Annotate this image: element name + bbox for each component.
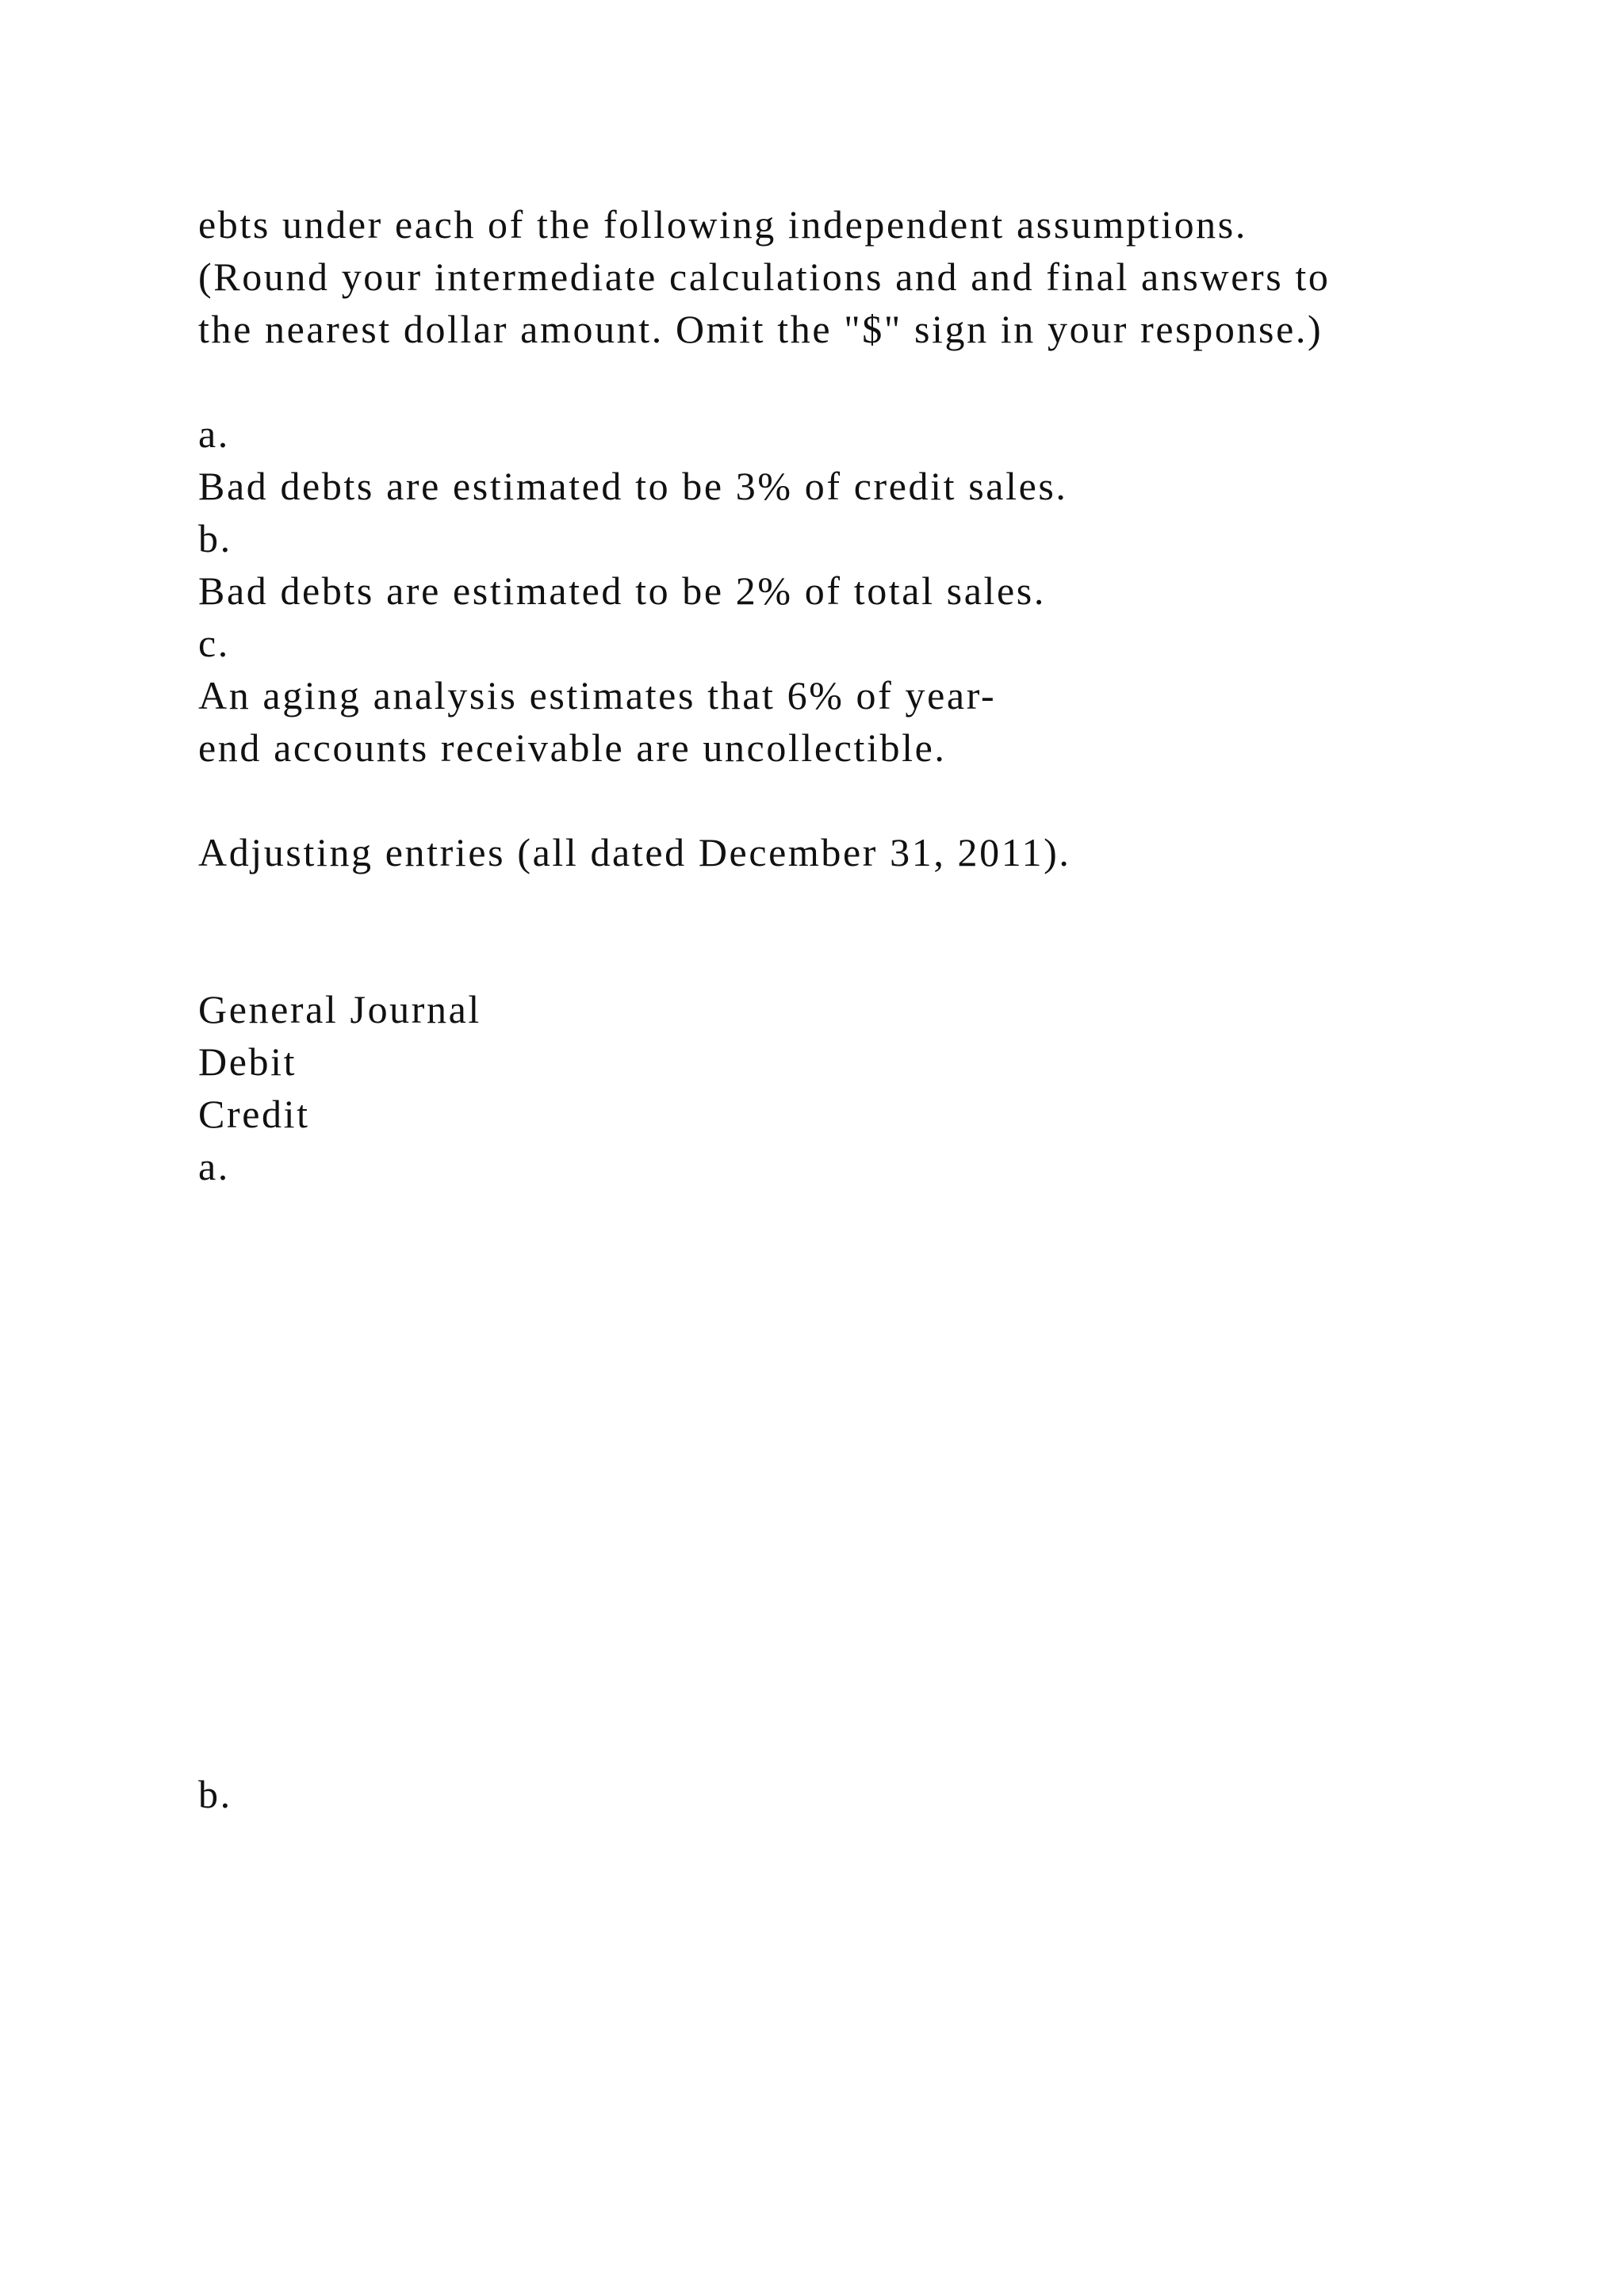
journal-credit-header: Credit	[198, 1092, 310, 1136]
journal-entry-a-label: a.	[198, 1144, 230, 1188]
journal-debit-header: Debit	[198, 1039, 297, 1084]
journal-entry-b-label: b.	[198, 1772, 232, 1816]
assumption-c-text-1: An aging analysis estimates that 6% of year-	[198, 673, 997, 718]
adjusting-entries-heading: Adjusting entries (all dated December 31, 2011).	[198, 830, 1071, 874]
assumption-c-label: c.	[198, 621, 230, 665]
journal-title: General Journal	[198, 987, 481, 1031]
intro-line-2: (Round your intermediate calculations and and final answers to	[198, 254, 1331, 299]
assumption-b-text: Bad debts are estimated to be 2% of total sales.	[198, 568, 1046, 613]
assumption-a-text: Bad debts are estimated to be 3% of credit sales.	[198, 464, 1068, 508]
assumption-b-label: b.	[198, 516, 232, 561]
intro-line-1: ebts under each of the following independent assumptions.	[198, 202, 1247, 247]
assumption-c-text-2: end accounts receivable are uncollectible.	[198, 725, 947, 770]
assumption-a-label: a.	[198, 411, 230, 456]
intro-line-3: the nearest dollar amount. Omit the "$" sign in your response.)	[198, 307, 1323, 351]
